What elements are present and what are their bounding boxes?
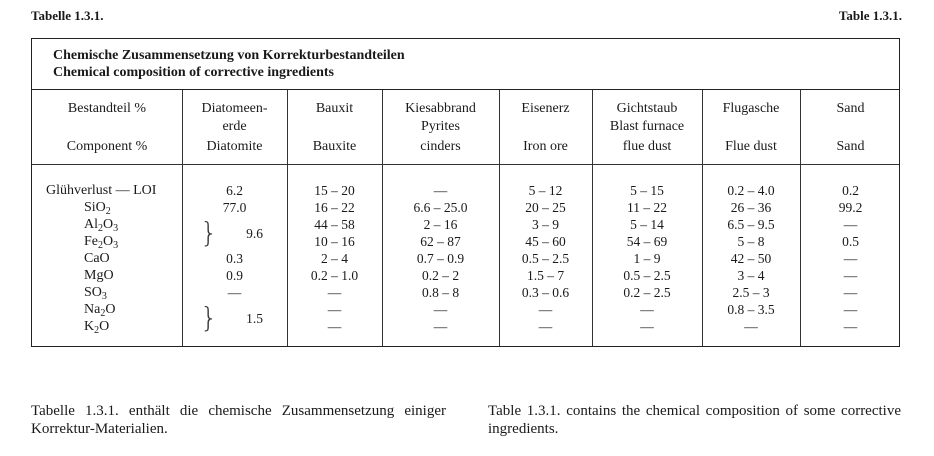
table-cell: 0.2 – 2 <box>421 268 460 283</box>
brace-icon: } <box>200 301 218 334</box>
caption-en: Table 1.3.1. contains the chemical composition of some corrective ingredients. <box>488 403 901 437</box>
table-cell: — <box>744 319 758 334</box>
table-cell: 77.0 <box>222 200 247 215</box>
table-cell: 44 – 58 <box>314 217 355 232</box>
table-cell: 6.2 <box>226 183 243 198</box>
header-en: Iron ore <box>523 139 568 154</box>
table-cell: 0.7 – 0.9 <box>416 251 465 266</box>
header-de-line2: Pyrites <box>421 119 460 134</box>
header-separator <box>32 164 899 165</box>
table-cell: 62 – 87 <box>420 234 461 249</box>
table-cell: 26 – 36 <box>730 200 772 215</box>
table-title <box>32 39 899 90</box>
table-cell: — <box>327 285 342 300</box>
table-cell: 3 – 4 <box>737 268 765 283</box>
header-flyash <box>702 100 800 154</box>
header-de: Kiesabbrand <box>405 101 476 116</box>
header-component-de: Bestandteil % <box>67 101 147 116</box>
header-en: Bauxite <box>312 139 357 154</box>
table-cell: 0.2 – 2.5 <box>623 285 671 300</box>
table-cell: 2.5 – 3 <box>732 285 770 300</box>
table-cell: 0.8 – 3.5 <box>727 302 775 317</box>
table-cell: — <box>843 302 858 317</box>
table-cell: 0.5 <box>842 234 859 249</box>
table-cell: 54 – 69 <box>626 234 668 249</box>
component-al2o3: $Al_2O_3$ <box>84 217 119 234</box>
header-de: Diatomeen- <box>201 101 268 116</box>
table-cell: 0.8 – 8 <box>421 285 460 300</box>
component-na2o: $Na_2O$ <box>84 302 116 319</box>
table-cell: 9.6 <box>246 226 263 241</box>
table-cell: 42 – 50 <box>730 251 772 266</box>
header-en: cinders <box>420 139 461 154</box>
table-cell: 0.9 <box>226 268 243 283</box>
table-cell: 1.5 <box>246 311 263 326</box>
table-cell: 0.5 – 2.5 <box>623 268 671 283</box>
header-ironore <box>499 100 592 154</box>
component-mgo: MgO <box>84 268 114 283</box>
table-cell: 5 – 8 <box>737 234 765 249</box>
header-diatomite <box>182 100 287 154</box>
brace-icon: } <box>200 216 218 249</box>
component-fe2o3: $Fe_2O_3$ <box>84 234 119 251</box>
table-cell: — <box>538 319 553 334</box>
table-cell: — <box>433 302 448 317</box>
header-de: Gichtstaub <box>616 101 678 116</box>
table-cell: — <box>640 302 654 317</box>
table-cell: — <box>843 217 858 232</box>
table-cell: — <box>640 319 654 334</box>
table-number-en: Table 1.3.1. <box>838 8 902 23</box>
table-cell: 10 – 16 <box>314 234 355 249</box>
table-cell: — <box>843 285 858 300</box>
header-sand <box>800 100 901 154</box>
header-pyrites <box>382 100 499 154</box>
table-cell: 6.5 – 9.5 <box>727 217 775 232</box>
table-title-de: Chemische Zusammensetzung von Korrekturbestandteilen <box>53 48 405 63</box>
table-cell: 5 – 12 <box>528 183 563 198</box>
table-cell: 45 – 60 <box>525 234 566 249</box>
component-so3: $SO_3$ <box>84 285 107 302</box>
table-cell: — <box>843 268 858 283</box>
table-cell: 6.6 – 25.0 <box>413 200 468 215</box>
table-cell: — <box>843 319 858 334</box>
table-cell: — <box>327 302 342 317</box>
header-de-line2: erde <box>222 119 247 134</box>
table-cell: — <box>843 251 858 266</box>
header-en: flue dust <box>622 139 672 154</box>
component-k2o: $K_2O$ <box>84 319 110 336</box>
header-component <box>32 100 182 154</box>
table-cell: 2 – 4 <box>321 251 348 266</box>
table-cell: 11 – 22 <box>627 200 667 215</box>
table-number-de: Tabelle 1.3.1. <box>31 8 104 23</box>
header-en: Flue dust <box>725 139 777 154</box>
table-cell: 15 – 20 <box>314 183 355 198</box>
table-cell: 5 – 15 <box>630 183 664 198</box>
header-de: Flugasche <box>722 101 780 116</box>
table-cell: — <box>227 285 242 300</box>
header-de: Bauxit <box>315 101 354 116</box>
table-title-en: Chemical composition of corrective ingredients <box>53 65 334 80</box>
table-cell: 3 – 9 <box>532 217 559 232</box>
table-cell: 5 – 14 <box>630 217 664 232</box>
table-cell: 16 – 22 <box>314 200 355 215</box>
header-de: Sand <box>836 101 865 116</box>
table-cell: 0.2 <box>842 183 859 198</box>
table-cell: — <box>433 183 448 198</box>
header-de-line2: Blast furnace <box>609 119 685 134</box>
table-cell: 1.5 – 7 <box>526 268 565 283</box>
composition-table <box>31 38 900 347</box>
table-cell: 1 – 9 <box>633 251 661 266</box>
table-cell: 2 – 16 <box>423 217 458 232</box>
table-cell: 0.2 – 1.0 <box>310 268 359 283</box>
table-cell: 0.2 – 4.0 <box>727 183 775 198</box>
caption-de: Tabelle 1.3.1. enthält die chemische Zusammensetzung einiger Korrektur-Materialien. <box>31 403 446 437</box>
header-en: Diatomite <box>206 139 263 154</box>
table-cell: 0.5 – 2.5 <box>521 251 570 266</box>
component-loi: Glühverlust — LOI <box>46 183 157 198</box>
table-cell: 20 – 25 <box>525 200 566 215</box>
header-blastfurnace <box>592 100 702 154</box>
table-cell: — <box>327 319 342 334</box>
table-cell: 99.2 <box>838 200 863 215</box>
component-sio2: SiO$_2$ <box>84 200 111 217</box>
component-cao: CaO <box>84 251 110 266</box>
header-component-en: Component % <box>66 139 148 154</box>
table-cell: 0.3 – 0.6 <box>521 285 570 300</box>
header-en: Sand <box>836 139 865 154</box>
header-de: Eisenerz <box>521 101 570 116</box>
header-bauxite <box>287 100 382 154</box>
table-cell: — <box>538 302 553 317</box>
table-cell: 0.3 <box>226 251 243 266</box>
table-cell: — <box>433 319 448 334</box>
